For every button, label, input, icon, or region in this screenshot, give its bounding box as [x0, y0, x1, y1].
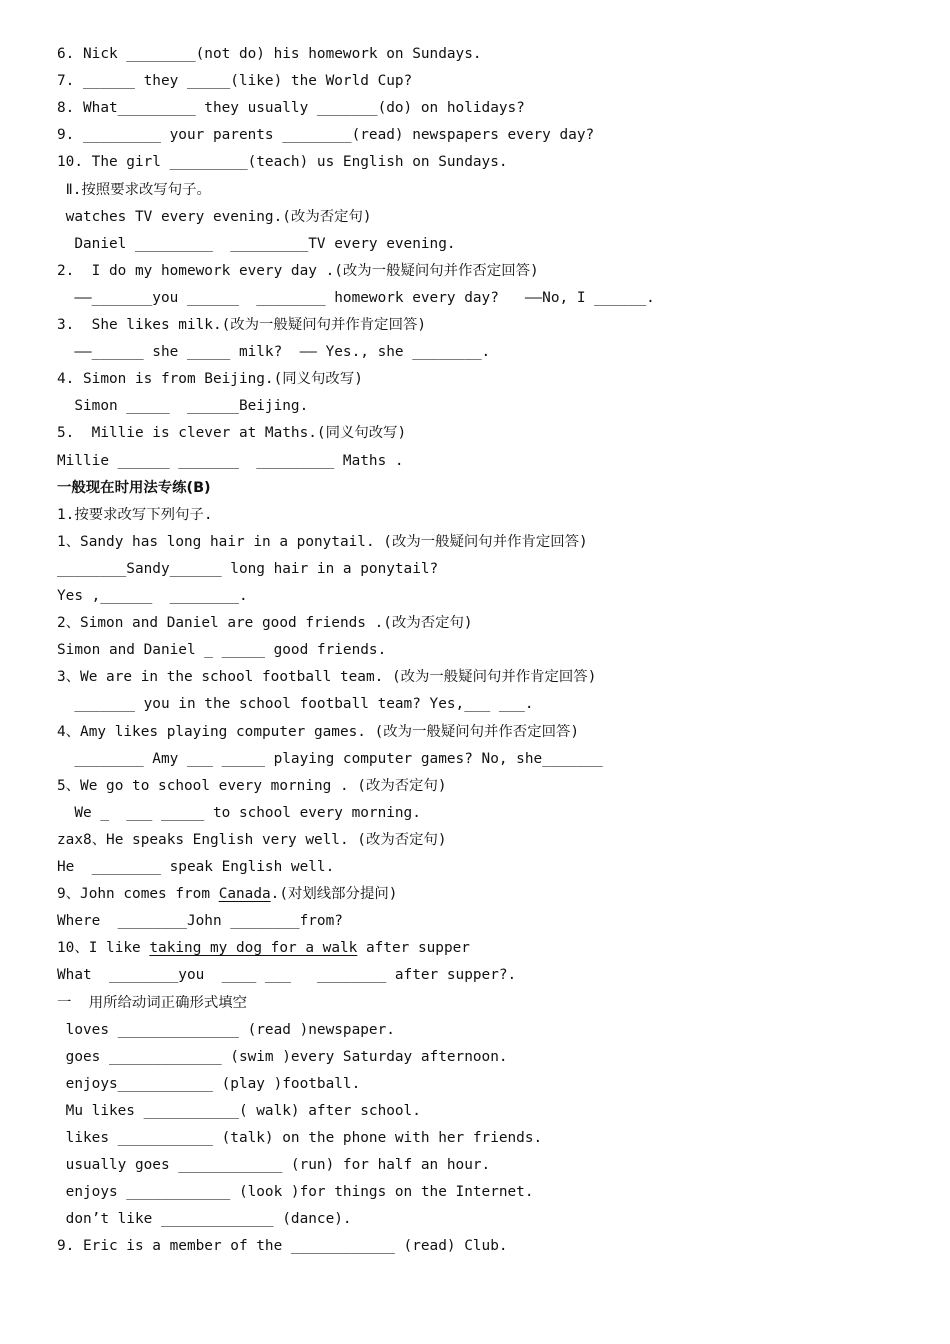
worksheet-line: [57, 885, 397, 903]
worksheet-line: [57, 235, 456, 253]
line-text: watches TV every evening.(改为否定句): [57, 208, 372, 225]
line-text: 3、We are in the school football team. (改为一般疑问句并作肯定回答): [57, 669, 597, 686]
line-text: ——______ she _____ milk? —— Yes., she ________.: [57, 344, 491, 361]
line-text: He ________ speak English well.: [57, 859, 335, 875]
worksheet-line: [57, 316, 426, 334]
worksheet-line: [57, 343, 490, 361]
worksheet-line: [57, 1129, 542, 1147]
line-text: after supper: [357, 940, 470, 957]
line-text: 4. Simon is from Beijing.(同义句改写): [57, 371, 363, 388]
line-text: We _ ___ _____ to school every morning.: [57, 804, 421, 821]
line-text: 2、Simon and Daniel are good friends .(改为否定句): [57, 615, 473, 632]
line-text: 1、Sandy has long hair in a ponytail. (改为一般疑问句并作肯定回答): [57, 533, 588, 550]
line-text: loves ______________ (read )newspaper.: [57, 1021, 395, 1038]
worksheet-line: [57, 153, 508, 171]
worksheet-line: [57, 452, 404, 470]
worksheet-line: [57, 750, 603, 768]
line-text: ________Sandy______ long hair in a ponytail?: [57, 560, 439, 577]
worksheet-line: [57, 126, 594, 144]
worksheet-line: [57, 397, 308, 415]
line-text: don’t like _____________ (dance).: [57, 1211, 352, 1228]
line-text: 9. _________ your parents ________(read) newspapers every day?: [57, 127, 595, 144]
worksheet-line: [57, 181, 211, 199]
worksheet-line: [57, 45, 482, 63]
worksheet-line: [57, 208, 372, 226]
worksheet-line: [57, 1237, 508, 1255]
worksheet-line: [57, 560, 438, 578]
line-text: 3. She likes milk.(改为一般疑问句并作肯定回答): [57, 317, 427, 333]
worksheet-line: [57, 804, 421, 822]
underlined-text: Canada: [218, 886, 271, 903]
line-text: .(对划线部分提问): [270, 886, 398, 903]
line-text: 一般现在时用法专练(B): [57, 479, 211, 496]
line-text: 10、I like: [57, 940, 150, 957]
worksheet-line: [57, 994, 247, 1012]
line-text: Millie ______ _______ _________ Maths .: [57, 452, 404, 469]
worksheet-line: [57, 1048, 508, 1066]
worksheet-line: [57, 641, 386, 659]
line-text: 9. Eric is a member of the ____________ (read) Club.: [57, 1238, 508, 1255]
worksheet-line: [57, 506, 213, 524]
worksheet-line: [57, 777, 447, 795]
underlined-text: taking my dog for a walk: [149, 940, 358, 957]
worksheet-line: [57, 723, 579, 741]
line-text: goes _____________ (swim )every Saturday afternoon.: [57, 1048, 508, 1065]
worksheet-line: [57, 1156, 490, 1174]
line-text: Ⅱ.按照要求改写句子。: [57, 181, 211, 198]
worksheet-line: [57, 587, 248, 605]
worksheet-line: [57, 614, 473, 632]
line-text: ——_______you ______ ________ homework every day? ——No, I ______.: [57, 289, 655, 306]
line-text: 8. What_________ they usually _______(do) on holidays?: [57, 100, 525, 117]
worksheet-line: [57, 289, 655, 307]
line-text: Yes ,______ ________.: [57, 588, 248, 604]
line-text: 9、John comes from: [57, 886, 219, 903]
worksheet-line: [57, 1183, 534, 1201]
worksheet-line: [57, 668, 596, 686]
worksheet-line: [57, 695, 534, 713]
worksheet-line: [57, 72, 412, 90]
line-text: ________ Amy ___ _____ playing computer games? No, she_______: [57, 750, 603, 767]
worksheet-line: [57, 912, 343, 930]
line-text: 1.按要求改写下列句子.: [57, 506, 213, 523]
line-text: likes ___________ (talk) on the phone with her friends.: [57, 1130, 543, 1146]
worksheet-line: [57, 262, 539, 280]
line-text: 7. ______ they _____(like) the World Cup?: [57, 73, 413, 90]
worksheet-line: [57, 858, 334, 876]
worksheet-line: [57, 533, 588, 551]
worksheet-line: [57, 1021, 395, 1039]
line-text: 2. I do my homework every day .(改为一般疑问句并作否定回答): [57, 262, 539, 279]
worksheet-line: [57, 831, 447, 849]
line-text: 10. The girl _________(teach) us English on Sundays.: [57, 154, 508, 171]
line-text: enjoys ____________ (look )for things on the Internet.: [57, 1184, 534, 1201]
line-text: Simon _____ ______Beijing.: [57, 398, 309, 415]
line-text: _______ you in the school football team? Yes,___ ___.: [57, 696, 534, 713]
worksheet-line: [57, 939, 470, 957]
line-text: Daniel _________ _________TV every evening.: [57, 235, 456, 252]
line-text: Simon and Daniel _ _____ good friends.: [57, 642, 387, 659]
worksheet-line: [57, 370, 363, 388]
line-text: 5、We go to school every morning . (改为否定句): [57, 777, 447, 794]
line-text: 4、Amy likes playing computer games. (改为一般疑问句并作否定回答): [57, 723, 580, 740]
line-text: enjoys___________ (play )football.: [57, 1075, 361, 1092]
worksheet-line: [57, 424, 406, 442]
line-text: Where ________John ________from?: [57, 913, 343, 930]
line-text: 一 用所给动词正确形式填空: [57, 994, 248, 1011]
worksheet-line: [57, 1102, 421, 1120]
line-text: What ________you ____ ___ ________ after supper?.: [57, 967, 517, 984]
line-text: Mu likes ___________( walk) after school.: [57, 1102, 421, 1119]
line-text: 6. Nick ________(not do) his homework on Sundays.: [57, 46, 482, 62]
line-text: zax8、He speaks English very well. (改为否定句): [57, 831, 447, 848]
worksheet-line: [57, 99, 525, 117]
line-text: 5. Millie is clever at Maths.(同义句改写): [57, 425, 407, 442]
line-text: usually goes ____________ (run) for half an hour.: [57, 1157, 491, 1174]
worksheet-line: [57, 966, 516, 984]
worksheet-line: [57, 1075, 360, 1093]
section-heading: [57, 479, 211, 497]
worksheet-line: [57, 1210, 352, 1228]
